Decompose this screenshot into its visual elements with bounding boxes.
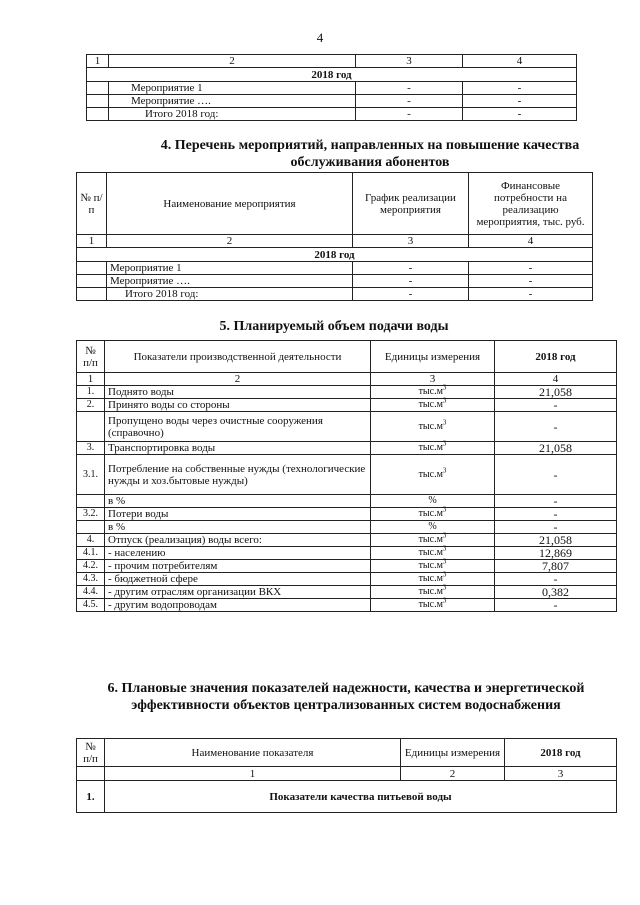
unit-text: тыс.м bbox=[418, 547, 443, 558]
indicator-name: Пропущено воды через очистные сооружения (справочно) bbox=[105, 412, 371, 442]
table-row bbox=[77, 288, 593, 301]
value-cell: - bbox=[495, 455, 617, 495]
indicator-name: - другим отраслям организации ВКХ bbox=[105, 586, 371, 599]
col-num: 2 bbox=[401, 767, 505, 781]
unit-text: тыс.м bbox=[418, 573, 443, 584]
header-num: № п/п bbox=[77, 173, 107, 235]
finance-cell: - bbox=[463, 108, 577, 121]
value-cell: 21,058 bbox=[495, 534, 617, 547]
column-numbers-row bbox=[87, 55, 577, 68]
col-num: 4 bbox=[469, 235, 593, 248]
indicator-name: Потребление на собственные нужды (технологические нужды и хоз.бытовые нужды) bbox=[105, 455, 371, 495]
finance-cell: - bbox=[469, 275, 593, 288]
section-4-title: 4. Перечень мероприятий, направленных на повышение качества обслуживания абонентов bbox=[160, 138, 580, 170]
header-unit: Единицы измерения bbox=[401, 739, 505, 767]
indicator-name: Принято воды со стороны bbox=[105, 399, 371, 412]
unit-superscript: 3 bbox=[442, 596, 447, 605]
col-num: 2 bbox=[109, 55, 356, 68]
header-unit: Единицы измерения bbox=[371, 341, 495, 373]
header-name: Наименование мероприятия bbox=[107, 173, 353, 235]
unit-cell bbox=[371, 544, 495, 560]
unit-superscript: 3 bbox=[442, 439, 447, 448]
value-cell: - bbox=[495, 508, 617, 521]
value-cell: - bbox=[495, 495, 617, 508]
table-row bbox=[77, 386, 617, 399]
unit-cell bbox=[371, 505, 495, 521]
unit-text: тыс.м bbox=[418, 442, 443, 453]
unit-superscript: 3 bbox=[442, 557, 447, 566]
col-num: 1 bbox=[77, 235, 107, 248]
row-num: 4.3. bbox=[77, 573, 105, 586]
unit-cell bbox=[371, 557, 495, 573]
column-numbers-row bbox=[77, 373, 617, 386]
reliability-indicators-table bbox=[76, 738, 617, 813]
row-num: 2. bbox=[77, 399, 105, 412]
finance-cell: - bbox=[463, 82, 577, 95]
table-row bbox=[77, 412, 617, 442]
finance-cell: - bbox=[469, 288, 593, 301]
table-row bbox=[77, 599, 617, 612]
unit-cell bbox=[371, 596, 495, 612]
table-row bbox=[77, 455, 617, 495]
table-row bbox=[77, 442, 617, 455]
header-schedule: График реализации мероприятия bbox=[353, 173, 469, 235]
header-row bbox=[77, 341, 617, 373]
schedule-cell: - bbox=[353, 288, 469, 301]
value-cell: - bbox=[495, 521, 617, 534]
indicator-name: в % bbox=[105, 521, 371, 534]
unit-cell bbox=[371, 383, 495, 399]
schedule-cell: - bbox=[353, 275, 469, 288]
row-num: 3.1. bbox=[77, 455, 105, 495]
unit-cell: % bbox=[371, 495, 495, 508]
row-num: 4.4. bbox=[77, 586, 105, 599]
total-label: Итого 2018 год: bbox=[109, 108, 356, 121]
unit-superscript: 3 bbox=[442, 466, 447, 475]
activities-table-continued bbox=[86, 54, 577, 121]
value-cell: 21,058 bbox=[495, 386, 617, 399]
year-row: 2018 год bbox=[77, 248, 593, 262]
indicator-name: - другим водопроводам bbox=[105, 599, 371, 612]
unit-text: тыс.м bbox=[418, 399, 443, 410]
value-cell: 0,382 bbox=[495, 586, 617, 599]
total-label: Итого 2018 год: bbox=[107, 288, 353, 301]
value-cell: 21,058 bbox=[495, 442, 617, 455]
value-cell: - bbox=[495, 573, 617, 586]
indicator-name: Отпуск (реализация) воды всего: bbox=[105, 534, 371, 547]
indicator-name: Транспортировка воды bbox=[105, 442, 371, 455]
unit-text: тыс.м bbox=[418, 560, 443, 571]
unit-text: тыс.м bbox=[418, 468, 443, 480]
row-num: 4.1. bbox=[77, 547, 105, 560]
unit-superscript: 3 bbox=[442, 531, 447, 540]
row-num: 3.2. bbox=[77, 508, 105, 521]
section-5-title: 5. Планируемый объем подачи воды bbox=[219, 319, 449, 334]
header-year: 2018 год bbox=[505, 739, 617, 767]
finance-cell: - bbox=[469, 262, 593, 275]
schedule-cell: - bbox=[356, 108, 463, 121]
indicator-name: в % bbox=[105, 495, 371, 508]
value-cell: - bbox=[495, 399, 617, 412]
row-num: 3. bbox=[77, 442, 105, 455]
table-row bbox=[87, 82, 577, 95]
unit-cell bbox=[371, 570, 495, 586]
unit-cell bbox=[371, 412, 495, 442]
unit-text: тыс.м bbox=[418, 508, 443, 519]
header-indicator: Наименование показателя bbox=[105, 739, 401, 767]
col-num: 2 bbox=[105, 373, 371, 386]
unit-cell bbox=[371, 455, 495, 495]
indicator-name: Поднято воды bbox=[105, 386, 371, 399]
col-num: 4 bbox=[495, 373, 617, 386]
row-num: 4.5. bbox=[77, 599, 105, 612]
unit-cell: % bbox=[371, 521, 495, 534]
row-num: 4. bbox=[77, 534, 105, 547]
unit-superscript: 3 bbox=[442, 583, 447, 592]
unit-cell bbox=[371, 531, 495, 547]
col-num: 1 bbox=[77, 373, 105, 386]
header-row bbox=[77, 739, 617, 767]
table-row bbox=[77, 495, 617, 508]
row-num bbox=[77, 521, 105, 534]
page-number: 4 bbox=[316, 30, 324, 45]
schedule-cell: - bbox=[356, 82, 463, 95]
activity-name: Мероприятие 1 bbox=[109, 82, 356, 95]
indicator-name: Потери воды bbox=[105, 508, 371, 521]
row-num bbox=[77, 495, 105, 508]
unit-text: тыс.м bbox=[418, 534, 443, 545]
unit-cell bbox=[371, 439, 495, 455]
unit-text: тыс.м bbox=[418, 386, 443, 397]
unit-cell bbox=[371, 396, 495, 412]
header-finance: Финансовые потребности на реализацию мероприятия, тыс. руб. bbox=[469, 173, 593, 235]
unit-superscript: 3 bbox=[442, 544, 447, 553]
table-row bbox=[77, 275, 593, 288]
header-num: № п/п bbox=[77, 341, 105, 373]
header-year: 2018 год bbox=[495, 341, 617, 373]
value-cell: 7,807 bbox=[495, 560, 617, 573]
indicator-name: - бюджетной сфере bbox=[105, 573, 371, 586]
quality-indicators-heading: Показатели качества питьевой воды bbox=[105, 781, 617, 813]
col-num: 1 bbox=[87, 55, 109, 68]
header-row bbox=[77, 173, 593, 235]
finance-cell: - bbox=[463, 95, 577, 108]
col-num: 1 bbox=[105, 767, 401, 781]
table-row bbox=[77, 534, 617, 547]
row-num: 4.2. bbox=[77, 560, 105, 573]
unit-text: тыс.м bbox=[418, 420, 443, 432]
table-row bbox=[77, 399, 617, 412]
unit-superscript: 3 bbox=[442, 570, 447, 579]
col-num: 3 bbox=[505, 767, 617, 781]
unit-superscript: 3 bbox=[442, 396, 447, 405]
table-row bbox=[87, 108, 577, 121]
activity-name: Мероприятие 1 bbox=[107, 262, 353, 275]
indicator-name: - населению bbox=[105, 547, 371, 560]
column-numbers-row bbox=[77, 767, 617, 781]
quality-activities-table bbox=[76, 172, 593, 301]
schedule-cell: - bbox=[353, 262, 469, 275]
table-row bbox=[77, 573, 617, 586]
year-row: 2018 год bbox=[87, 68, 577, 82]
table-row bbox=[77, 560, 617, 573]
unit-text: тыс.м bbox=[418, 586, 443, 597]
table-row bbox=[77, 586, 617, 599]
value-cell: - bbox=[495, 412, 617, 442]
column-numbers-row bbox=[77, 235, 593, 248]
table-row bbox=[77, 262, 593, 275]
value-cell: - bbox=[495, 599, 617, 612]
activity-name: Мероприятие …. bbox=[109, 95, 356, 108]
col-num: 2 bbox=[107, 235, 353, 248]
table-row bbox=[77, 521, 617, 534]
row-num: 1. bbox=[77, 781, 105, 813]
value-cell: 12,869 bbox=[495, 547, 617, 560]
unit-cell bbox=[371, 583, 495, 599]
header-num: № п/п bbox=[77, 739, 105, 767]
indicator-name: - прочим потребителям bbox=[105, 560, 371, 573]
table-row bbox=[77, 547, 617, 560]
header-indicator: Показатели производственной деятельности bbox=[105, 341, 371, 373]
unit-superscript: 3 bbox=[442, 418, 447, 427]
unit-superscript: 3 bbox=[442, 505, 447, 514]
table-row bbox=[77, 781, 617, 813]
col-num: 3 bbox=[353, 235, 469, 248]
unit-superscript: 3 bbox=[442, 383, 447, 392]
water-supply-table bbox=[76, 340, 617, 612]
col-num: 3 bbox=[356, 55, 463, 68]
col-num: 4 bbox=[463, 55, 577, 68]
row-num bbox=[77, 412, 105, 442]
table-row bbox=[77, 508, 617, 521]
activity-name: Мероприятие …. bbox=[107, 275, 353, 288]
schedule-cell: - bbox=[356, 95, 463, 108]
section-6-title: 6. Плановые значения показателей надежности, качества и энергетической эффективности объектов централизованных систем водоснабжения bbox=[107, 681, 585, 713]
row-num: 1. bbox=[77, 386, 105, 399]
unit-text: тыс.м bbox=[418, 599, 443, 610]
col-num: 3 bbox=[371, 373, 495, 386]
table-row bbox=[87, 95, 577, 108]
